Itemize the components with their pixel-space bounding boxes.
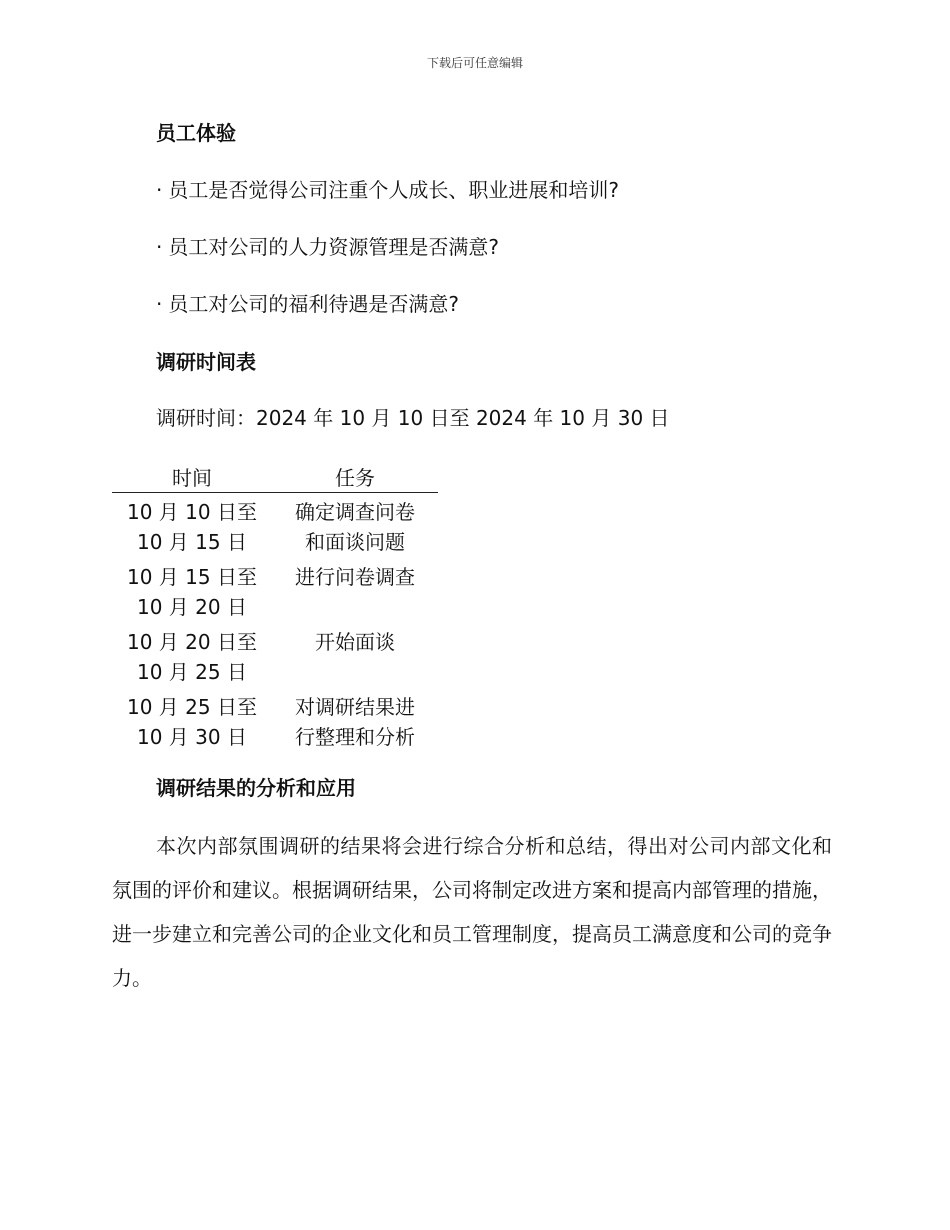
schedule-table	[112, 460, 438, 753]
cell-line: 10 月 15 日至	[127, 565, 257, 589]
section-title-employee-experience: 员工体验	[156, 121, 236, 145]
survey-period: 调研时间：2024 年 10 月 10 日至 2024 年 10 月 30 日	[156, 406, 670, 430]
cell-line: 10 月 25 日至	[127, 695, 257, 719]
cell-line: 行整理和分析	[295, 725, 415, 749]
table-row	[112, 623, 438, 688]
table-cell-time	[112, 692, 272, 753]
table-cell-task	[272, 692, 438, 753]
table-cell-task	[272, 562, 438, 623]
table-cell-time	[112, 497, 272, 558]
bullet-dot: ·	[156, 292, 163, 316]
table-cell-time	[112, 562, 272, 623]
bullet-text: 员工对公司的福利待遇是否满意?	[168, 292, 459, 316]
bullet-item	[156, 174, 619, 203]
cell-line: 对调研结果进	[295, 695, 415, 719]
cell-line: 10 月 20 日至	[127, 630, 257, 654]
table-row	[112, 688, 438, 753]
table-row	[112, 493, 438, 558]
cell-line: 开始面谈	[315, 630, 395, 654]
cell-line: 10 月 20 日	[137, 595, 247, 619]
cell-line: 进行问卷调查	[295, 565, 415, 589]
table-cell-task	[272, 627, 438, 688]
table-header-time: 时间	[172, 465, 212, 490]
section-title-schedule: 调研时间表	[156, 350, 256, 374]
bullet-item	[156, 231, 499, 260]
bullet-dot: ·	[156, 178, 163, 202]
cell-line: 10 月 10 日至	[127, 500, 257, 524]
table-header-task: 任务	[335, 465, 375, 490]
table-row	[112, 558, 438, 623]
section-title-results: 调研结果的分析和应用	[156, 776, 356, 800]
bullet-text: 员工是否觉得公司注重个人成长、职业进展和培训?	[168, 178, 619, 202]
bullet-dot: ·	[156, 235, 163, 259]
table-cell-time	[112, 627, 272, 688]
bullet-item	[156, 288, 459, 317]
cell-line: 10 月 15 日	[137, 530, 247, 554]
cell-line: 10 月 25 日	[137, 660, 247, 684]
page-header: 下载后可任意编辑	[426, 56, 523, 70]
bullet-text: 员工对公司的人力资源管理是否满意?	[168, 235, 499, 259]
table-cell-task	[272, 497, 438, 558]
results-paragraph: 本次内部氛围调研的结果将会进行综合分析和总结，得出对公司内部文化和氛围的评价和建议。根据调研结果，公司将制定改进方案和提高内部管理的措施，进一步建立和完善公司的企业文化和员工管理制度，提高员工满意度和公司的竞争力。	[112, 834, 832, 990]
cell-line: 10 月 30 日	[137, 725, 247, 749]
cell-line: 确定调查问卷	[295, 500, 415, 524]
cell-line: 和面谈问题	[305, 530, 405, 554]
table-header-row	[112, 460, 438, 493]
